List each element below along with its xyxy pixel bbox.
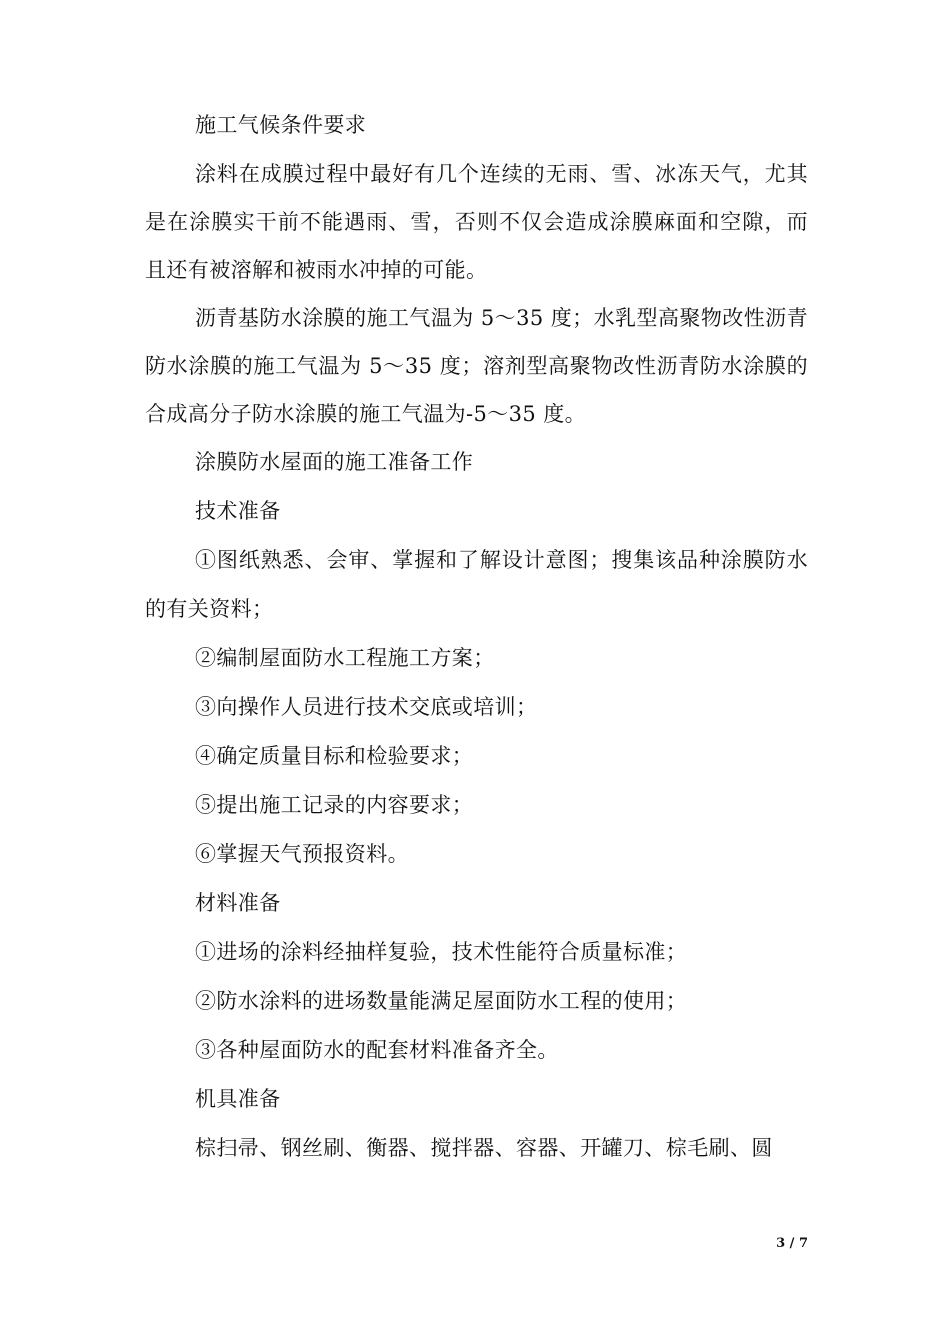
document-body <box>145 101 808 1172</box>
section-heading-climate: 施工气候条件要求 <box>195 113 367 137</box>
list-item-material-1: ①进场的涂料经抽样复验，技术性能符合质量标准； <box>195 940 688 964</box>
subheading-tools: 机具准备 <box>195 1087 281 1111</box>
list-item-material-2: ②防水涂料的进场数量能满足屋面防水工程的使用； <box>195 989 688 1013</box>
section-heading-preparation: 涂膜防水屋面的施工准备工作 <box>195 450 474 474</box>
list-item-technical-6: ⑥掌握天气预报资料。 <box>195 842 409 866</box>
list-item-technical-1: ①图纸熟悉、会审、掌握和了解设计意图；搜集该品种涂膜防水的有关资料； <box>145 548 808 621</box>
paragraph-climate-1: 涂料在成膜过程中最好有几个连续的无雨、雪、冰冻天气，尤其是在涂膜实干前不能遇雨、雪，否则不仅会造成涂膜麻面和空隙，而且还有被溶解和被雨水冲掉的可能。 <box>145 162 808 282</box>
list-item-technical-2: ②编制屋面防水工程施工方案； <box>195 646 495 670</box>
list-item-technical-4: ④确定质量目标和检验要求； <box>195 744 474 768</box>
list-item-material-3: ③各种屋面防水的配套材料准备齐全。 <box>195 1038 559 1062</box>
paragraph-tools: 棕扫帚、钢丝刷、衡器、搅拌器、容器、开罐刀、棕毛刷、圆 <box>195 1136 773 1160</box>
list-item-technical-3: ③向操作人员进行技术交底或培训； <box>195 695 538 719</box>
page-number: 3 / 7 <box>776 1236 808 1251</box>
subheading-technical: 技术准备 <box>195 499 281 523</box>
subheading-material: 材料准备 <box>195 891 281 915</box>
list-item-technical-5: ⑤提出施工记录的内容要求； <box>195 793 474 817</box>
paragraph-climate-2: 沥青基防水涂膜的施工气温为 5～35 度；水乳型高聚物改性沥青防水涂膜的施工气温为 5～35 度；溶剂型高聚物改性沥青防水涂膜的合成高分子防水涂膜的施工气温为-5～35 度。 <box>145 306 808 426</box>
